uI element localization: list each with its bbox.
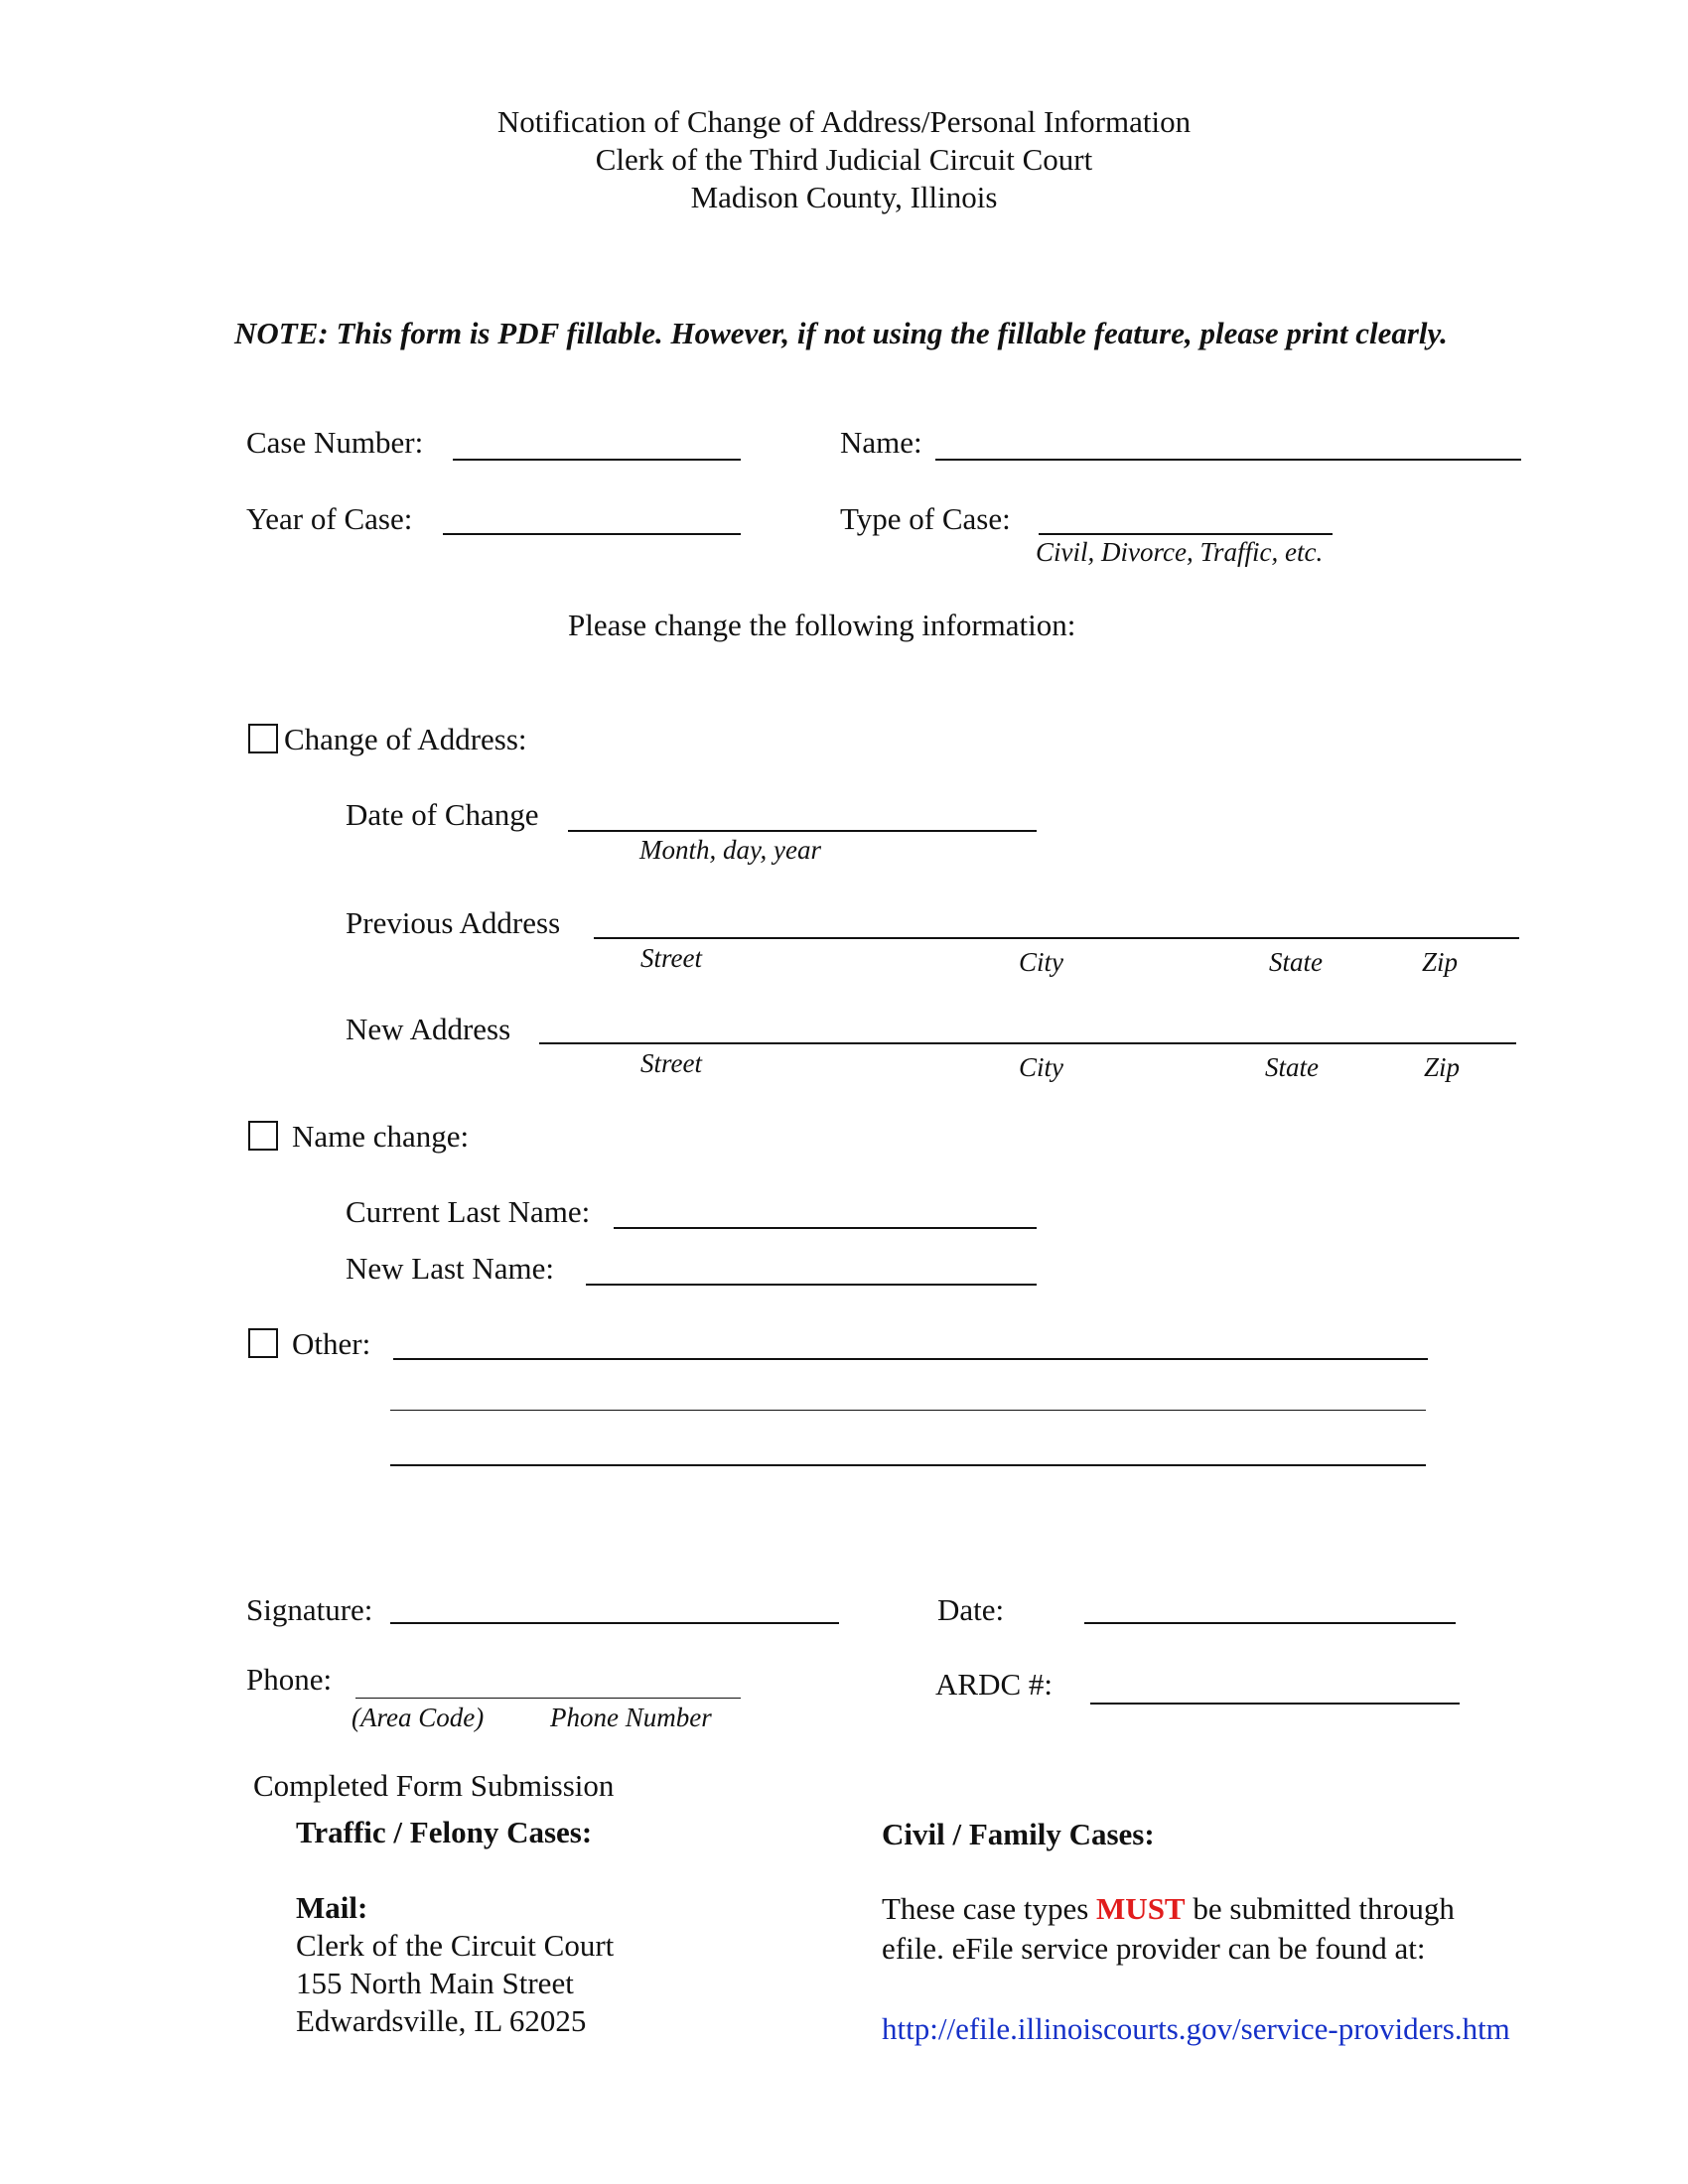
- area-code-hint: (Area Code): [352, 1703, 485, 1732]
- mail-address-block: [296, 1889, 614, 2040]
- type-of-case-hint: Civil, Divorce, Traffic, etc.: [1036, 537, 1324, 567]
- other-checkbox[interactable]: [248, 1328, 278, 1358]
- phone-field[interactable]: [355, 1698, 741, 1699]
- previous-address-field[interactable]: [594, 937, 1519, 939]
- new-last-name-field[interactable]: [586, 1284, 1037, 1286]
- efile-providers-link[interactable]: http://efile.illinoiscourts.gov/service-providers.htm: [882, 2011, 1510, 2046]
- civil-text-line-2: efile. eFile service provider can be found at:: [882, 1931, 1426, 1966]
- current-last-name-field[interactable]: [614, 1227, 1037, 1229]
- signature-label: Signature:: [246, 1592, 373, 1627]
- new-address-label: New Address: [346, 1012, 511, 1046]
- must-emphasis: MUST: [1096, 1891, 1186, 1926]
- traffic-felony-heading: Traffic / Felony Cases:: [296, 1815, 593, 1849]
- phone-label: Phone:: [246, 1662, 333, 1697]
- case-number-label: Case Number:: [246, 425, 424, 460]
- other-field-line-3[interactable]: [390, 1464, 1426, 1466]
- new-last-name-label: New Last Name:: [346, 1251, 555, 1286]
- phone-number-hint: Phone Number: [550, 1703, 712, 1732]
- new-state-hint: State: [1265, 1052, 1319, 1082]
- name-change-checbox[interactable]: [248, 1121, 278, 1151]
- fillable-note: NOTE: This form is PDF fillable. However, if not using the fillable feature, please print clearly.: [234, 316, 1448, 350]
- previous-state-hint: State: [1269, 947, 1323, 977]
- date-of-change-label: Date of Change: [346, 797, 539, 832]
- name-field[interactable]: [935, 459, 1521, 461]
- previous-zip-hint: Zip: [1422, 947, 1459, 977]
- change-of-address-label: Change of Address:: [284, 722, 527, 756]
- mail-line-1: Clerk of the Circuit Court: [296, 1928, 615, 1963]
- county-name: Madison County, Illinois: [690, 180, 998, 214]
- ardc-label: ARDC #:: [935, 1667, 1053, 1702]
- type-of-case-label: Type of Case:: [840, 501, 1011, 536]
- name-label: Name:: [840, 425, 922, 460]
- case-number-field[interactable]: [453, 459, 741, 461]
- date-field[interactable]: [1084, 1622, 1456, 1624]
- civil-family-heading: Civil / Family Cases:: [882, 1817, 1155, 1851]
- name-change-label: Name change:: [292, 1119, 470, 1154]
- submission-heading: Completed Form Submission: [253, 1768, 615, 1803]
- mail-line-2: 155 North Main Street: [296, 1966, 574, 2000]
- new-city-hint: City: [1019, 1052, 1063, 1082]
- mail-line-3: Edwardsville, IL 62025: [296, 2003, 587, 2038]
- previous-street-hint: Street: [640, 943, 702, 973]
- civil-text-line-1: [882, 1891, 1455, 1927]
- change-of-address-checkbox[interactable]: [248, 724, 278, 753]
- previous-address-label: Previous Address: [346, 905, 561, 940]
- date-label: Date:: [937, 1592, 1005, 1627]
- type-of-case-field[interactable]: [1039, 533, 1333, 535]
- date-of-change-field[interactable]: [568, 830, 1037, 832]
- ardc-field[interactable]: [1090, 1703, 1460, 1705]
- civil-text-before: These case types: [882, 1891, 1097, 1926]
- new-street-hint: Street: [640, 1048, 702, 1078]
- new-address-field[interactable]: [539, 1042, 1516, 1044]
- current-last-name-label: Current Last Name:: [346, 1194, 591, 1229]
- previous-city-hint: City: [1019, 947, 1063, 977]
- new-zip-hint: Zip: [1424, 1052, 1461, 1082]
- other-field-line-2[interactable]: [390, 1410, 1426, 1411]
- other-field-line-1[interactable]: [393, 1358, 1428, 1360]
- date-of-change-hint: Month, day, year: [639, 835, 821, 865]
- mail-label: Mail:: [296, 1890, 368, 1925]
- other-label: Other:: [292, 1326, 371, 1361]
- form-title: Notification of Change of Address/Personal Information: [496, 104, 1192, 139]
- civil-text-after: be submitted through: [1185, 1891, 1455, 1926]
- instruction-text: Please change the following information:: [568, 608, 1076, 642]
- signature-field[interactable]: [390, 1622, 839, 1624]
- year-of-case-field[interactable]: [443, 533, 741, 535]
- year-of-case-label: Year of Case:: [246, 501, 413, 536]
- court-name: Clerk of the Third Judicial Circuit Court: [595, 142, 1093, 177]
